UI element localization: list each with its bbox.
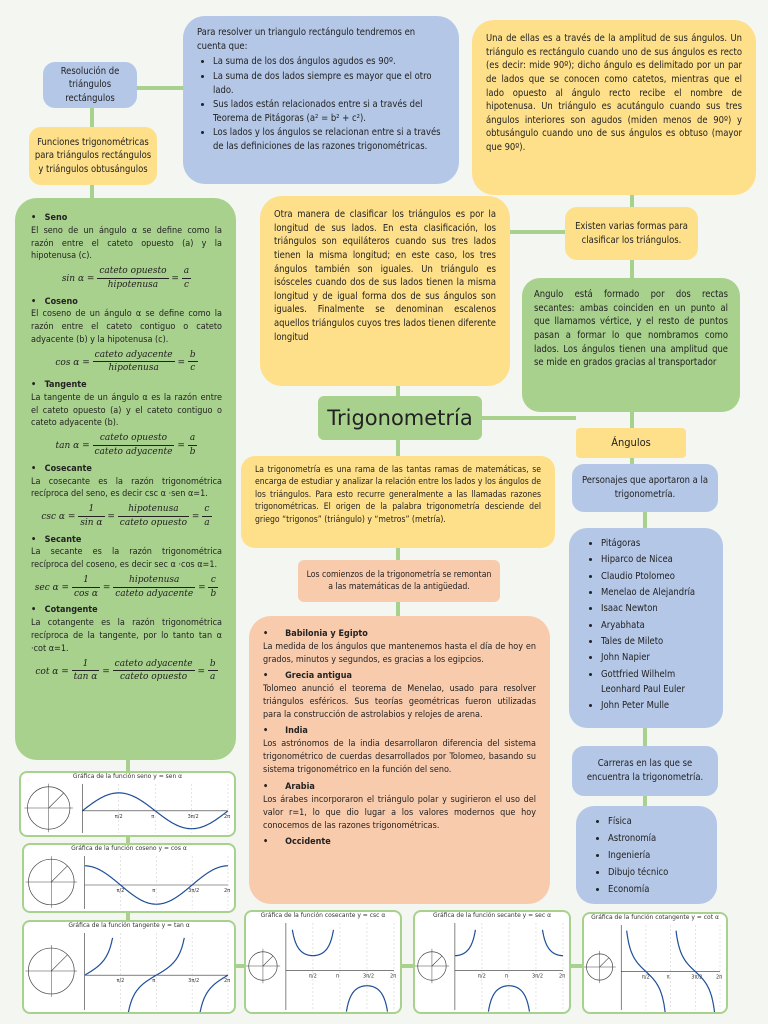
function-name: Cosecante bbox=[44, 463, 92, 474]
connector bbox=[643, 796, 647, 806]
function-heading: • Seno bbox=[31, 213, 68, 223]
connector bbox=[482, 416, 576, 420]
list-item: • Pitágoras bbox=[601, 536, 713, 551]
funciones-label: Funciones trigonométricas para triángulos rectángulos y triángulos obtusángulos bbox=[29, 127, 157, 185]
personajes-box bbox=[569, 528, 723, 728]
function-heading: • Cotangente bbox=[31, 605, 98, 616]
numerator: b bbox=[188, 349, 198, 363]
cot-curve-svg bbox=[584, 921, 726, 1013]
connector bbox=[400, 964, 414, 968]
fraction bbox=[97, 265, 168, 292]
tick-label: 2π bbox=[390, 973, 397, 980]
numerator: hipotenusa bbox=[113, 574, 195, 588]
intro-box: La trigonometría es una rama de las tantas ramas de matemáticas, se encarga de estudiar y analizar la relación entre los lados y los ángulos de los triángulos. Para esto recurre generalmente a las llamadas razones trigonométricas. El origen de la palabra trigonometría desciende del griego “trigonos” (triángulo) y “metros” (metría). bbox=[241, 456, 555, 548]
tick-label: 3π/2 bbox=[531, 973, 544, 980]
denominator: b bbox=[189, 447, 196, 458]
connector bbox=[90, 184, 94, 198]
connector bbox=[396, 440, 400, 456]
tick-label: 3π/2 bbox=[691, 974, 703, 981]
numerator: cateto opuesto bbox=[93, 432, 175, 446]
fraction bbox=[78, 503, 104, 530]
fraction bbox=[113, 574, 195, 601]
list-item: • Claudio Ptolomeo bbox=[601, 569, 713, 584]
function-formula: csc α = $\frac{1}{\text{sin α}}$ = $\frac{\text{hipotenusa}}{\text{cateto opuesto}}$ = $\frac{c}{a}$ bbox=[41, 504, 210, 528]
function-heading: • Cosecante bbox=[31, 463, 92, 474]
numerator: a bbox=[182, 265, 191, 279]
tick-label: 2π bbox=[224, 978, 231, 985]
tick-label: 3π/2 bbox=[188, 978, 200, 985]
historia-list bbox=[263, 628, 536, 849]
numerator: 1 bbox=[72, 574, 100, 588]
fraction bbox=[93, 349, 175, 376]
list-item: • Sus lados están relacionados entre si a través del Teorema de Pitágoras (a² = b² + c²). bbox=[213, 98, 445, 125]
list-item: • Astronomía bbox=[608, 831, 707, 847]
numerator: hipotenusa bbox=[118, 503, 189, 517]
carreras-box bbox=[576, 806, 717, 904]
formas-box: Existen varias formas para clasificar los triángulos. bbox=[565, 207, 698, 260]
denominator: cateto opuesto bbox=[119, 517, 187, 528]
function-heading: • Tangente bbox=[31, 380, 87, 391]
tick-label: 3π/2 bbox=[188, 888, 200, 894]
connector bbox=[126, 758, 130, 772]
list-item: • John Napier bbox=[601, 650, 713, 665]
list-item: • Aryabhata bbox=[601, 618, 713, 633]
function-description: La secante es la razón trigonométrica recíproca del coseno, es decir sec α ·cos α=1. bbox=[31, 547, 222, 571]
region-text: La medida de los ángulos que mantenemos hasta el día de hoy en grados, minutos y segundos, es gracias a los egipcios. bbox=[263, 642, 536, 666]
graph-sec: Gráfica de la función secante y = sec α π/2 π 3π/2 2π bbox=[413, 910, 571, 1014]
funciones-box bbox=[15, 198, 236, 760]
tick-label: π/2 bbox=[114, 813, 123, 820]
list-item bbox=[263, 670, 536, 722]
numerator: 1 bbox=[72, 658, 100, 672]
personajes-label: Personajes que aportaron a la trigonometría. bbox=[572, 464, 718, 512]
list-item bbox=[263, 836, 536, 849]
fraction bbox=[118, 503, 189, 530]
tick-label: 2π bbox=[716, 974, 723, 981]
angulo-definicion-box: Angulo está formado por dos rectas secantes: ambas coinciden en un punto al que llamamos vértice, y el resto de puntos pasan a formar lo que nombramos como lados. Los ángulos tienen una amplitud que se mide en grados gracias al transportador bbox=[522, 278, 740, 412]
connector bbox=[90, 108, 94, 128]
formula-lhs: csc α = bbox=[41, 511, 76, 522]
csc-curve-svg bbox=[246, 919, 400, 1013]
cos-curve-svg bbox=[24, 852, 234, 912]
denominator: hipotenusa bbox=[108, 363, 159, 374]
tick-label: 2π bbox=[559, 973, 566, 980]
tan-curve-svg bbox=[24, 929, 234, 1013]
formula-lhs: cot α = bbox=[35, 666, 69, 677]
denominator: a bbox=[204, 517, 210, 528]
connector bbox=[396, 602, 400, 616]
formula-lhs: cos α = bbox=[55, 357, 90, 368]
region-text: Los astrónomos de la india desarrollaron diferencia del sistema trigonométrico de cuerdas desarrollados por Tolomeo, basando su sistema trigonométrico en la función del seno. bbox=[263, 739, 536, 776]
region-text: Tolomeo anunció el teorema de Menelao, usado para resolver triángulos esféricos. Sus teorías geométricas fueron utilizadas para la construcción de astrolabios y relojes de arena. bbox=[263, 684, 536, 721]
list-item bbox=[263, 725, 536, 777]
graph-tan: Gráfica de la función tangente y = tan α π/2 π 3π/2 2π bbox=[22, 920, 236, 1014]
numerator: cateto opuesto bbox=[97, 265, 168, 279]
numerator: 1 bbox=[78, 503, 104, 517]
numerator: cateto adyacente bbox=[93, 349, 175, 363]
function-name: Seno bbox=[44, 213, 68, 223]
list-item: • Ingeniería bbox=[608, 848, 707, 864]
formula-lhs: tan α = bbox=[55, 441, 90, 452]
fraction bbox=[182, 265, 191, 292]
denominator: tan α bbox=[73, 672, 98, 683]
tick-label: π bbox=[504, 973, 508, 980]
list-item: • Isaac Newton bbox=[601, 601, 713, 616]
list-item: • Física bbox=[608, 814, 707, 830]
sin-curve-svg bbox=[21, 780, 234, 836]
region-name: Occidente bbox=[285, 836, 331, 847]
connector bbox=[630, 260, 634, 278]
list-item: • Los lados y los ángulos se relacionan entre si a través de las definiciones de las razones trigonométricas. bbox=[213, 126, 445, 153]
function-heading: • Coseno bbox=[31, 296, 78, 307]
resolucion-label: Resolución de triángulos rectángulos bbox=[43, 62, 137, 108]
fraction bbox=[93, 432, 175, 459]
connector bbox=[396, 548, 400, 560]
denominator: cos α bbox=[73, 588, 98, 599]
region-heading: • Grecia antigua bbox=[263, 671, 352, 682]
region-heading: • Babilonia y Egipto bbox=[263, 629, 368, 639]
resolucion-intro: Para resolver un triangulo rectángulo tendremos en cuenta que: bbox=[197, 27, 416, 52]
function-heading: • Secante bbox=[31, 534, 82, 545]
list-item bbox=[263, 781, 536, 833]
graph-sin: Gráfica de la función seno y = sen α π/2 π 3π/2 2π bbox=[19, 771, 236, 837]
function-name: Cotangente bbox=[44, 605, 98, 616]
region-name: Grecia antigua bbox=[285, 671, 352, 682]
tick-label: π/2 bbox=[116, 978, 125, 985]
list-item: • Menelao de Alejandría bbox=[601, 585, 713, 600]
numerator: c bbox=[202, 503, 211, 517]
denominator: a bbox=[210, 672, 216, 683]
tick-label: π bbox=[666, 974, 670, 981]
function-description: La cotangente es la razón trigonométrica recíproca de la tangente, por lo tanto tan α ·cot α=1. bbox=[31, 618, 222, 654]
tick-label: 2π bbox=[224, 888, 231, 894]
numerator: cateto adyacente bbox=[113, 658, 195, 672]
list-item: • Gottfried Wilhelm Leonhard Paul Euler bbox=[601, 667, 713, 698]
list-item: • La suma de dos lados siempre es mayor que el otro lado. bbox=[213, 70, 445, 97]
list-item: • Dibujo técnico bbox=[608, 865, 707, 881]
denominator: c bbox=[190, 363, 196, 374]
numerator: c bbox=[208, 574, 218, 588]
denominator: b bbox=[210, 588, 217, 599]
page-title: Trigonometría bbox=[318, 396, 482, 440]
function-name: Secante bbox=[44, 534, 82, 545]
denominator: hipotenusa bbox=[107, 279, 159, 290]
comienzos-box: Los comienzos de la trigonometría se remontan a las matemáticas de la antigüedad. bbox=[298, 560, 500, 602]
graph-cot: Gráfica de la función cotangente y = cot α π/2 π 3π/2 2π bbox=[582, 912, 728, 1014]
fraction bbox=[208, 658, 218, 685]
fraction bbox=[208, 574, 218, 601]
function-formula: cot α = $\frac{1}{\text{tan α}}$ = $\frac{\text{cateto adyacente}}{\text{cateto opuesto}}$ = $\frac{b}{a}$ bbox=[35, 658, 216, 683]
tick-label: 3π/2 bbox=[362, 973, 375, 980]
fraction bbox=[72, 574, 100, 601]
fraction bbox=[113, 658, 195, 685]
fraction bbox=[72, 658, 100, 685]
numerator: a bbox=[188, 432, 198, 446]
denominator: cateto adyacente bbox=[94, 447, 173, 458]
historia-box bbox=[249, 616, 550, 904]
region-heading: • Arabia bbox=[263, 781, 315, 792]
denominator: sin α bbox=[80, 517, 103, 528]
clasificacion-lados-box: Otra manera de clasificar los triángulos es por la longitud de sus lados. En esta clasificación, los triángulos son equiláteros cuando sus tres lados tienen la misma longitud; en este caso, los tres ángulos también son iguales. Un triángulo es isósceles cuando dos de sus lados tienen la misma longitud y de igual forma dos de sus ángulos son iguales. Finalmente se denominan escalenos aquellos triángulos cuyos tres lados tienen diferente longitud bbox=[260, 196, 510, 386]
list-item: • Tales de Mileto bbox=[601, 634, 713, 649]
sec-curve-svg bbox=[415, 919, 569, 1013]
list-item: • La suma de los dos ángulos agudos es 90º. bbox=[213, 55, 445, 69]
tick-label: π bbox=[152, 888, 156, 894]
list-item bbox=[263, 628, 536, 667]
connector bbox=[236, 964, 244, 968]
denominator: c bbox=[183, 279, 189, 290]
tick-label: 3π/2 bbox=[187, 813, 199, 820]
function-formula: cos α = $\frac{\text{cateto adyacente}}{\text{hipotenusa}}$ = $\frac{b}{c}$ bbox=[55, 349, 196, 374]
connector bbox=[630, 412, 634, 428]
numerator: b bbox=[208, 658, 218, 672]
function-formula: tan α = $\frac{\text{cateto opuesto}}{\text{cateto adyacente}}$ = $\frac{a}{b}$ bbox=[55, 433, 196, 458]
tick-label: π/2 bbox=[116, 888, 125, 894]
region-text: Los árabes incorporaron el triángulo polar y sugirieron el uso del valor r=1, lo que dio lugar a los valores modernos que hoy conocemos de las razones trigonométricas. bbox=[263, 794, 536, 831]
region-name: India bbox=[285, 726, 308, 737]
formula-lhs: sin α = bbox=[61, 273, 95, 284]
tick-label: π/2 bbox=[308, 973, 317, 980]
function-name: Coseno bbox=[44, 296, 78, 307]
denominator: cateto adyacente bbox=[115, 588, 194, 599]
carreras-label: Carreras en las que se encuentra la trigonometría. bbox=[572, 746, 718, 796]
list-item: • John Peter Mulle bbox=[601, 698, 713, 713]
formula-lhs: sec α = bbox=[34, 582, 70, 593]
list-item: • Economía bbox=[608, 882, 707, 898]
function-formula: sin α = $\frac{\text{cateto opuesto}}{\text{hipotenusa}}$ = $\frac{a}{c}$ bbox=[61, 266, 190, 290]
clasificacion-angulos-box: Una de ellas es a través de la amplitud de sus ángulos. Un triángulo es rectángulo cuando uno de sus ángulos es recto (es decir: mide 90º); dicho ángulo es delimitado por un par de lados que se conocen como catetos, mientras que el lado opuesto al ángulo recto recibe el nombre de hipotenusa. Un triángulo es acutángulo cuando sus tres ángulos interiores son agudos (miden menos de 90º) y obtusángulo cuando uno de sus ángulos es obtuso (mayor que 90º). bbox=[472, 20, 756, 195]
function-description: El coseno de un ángulo α se define como la razón entre el cateto contiguo o cateto adyacente (b) y la hipotenusa (c). bbox=[31, 309, 222, 345]
connector bbox=[126, 912, 130, 920]
connector bbox=[643, 728, 647, 746]
region-name: Babilonia y Egipto bbox=[285, 629, 368, 639]
tick-label: π bbox=[152, 978, 156, 985]
tick-label: π/2 bbox=[641, 974, 650, 981]
tick-label: 2π bbox=[224, 813, 231, 820]
connector bbox=[630, 195, 634, 207]
function-formula: sec α = $\frac{1}{\text{cos α}}$ = $\frac{\text{hipotenusa}}{\text{cateto adyacente}}$ = $\frac{c}{b}$ bbox=[34, 574, 217, 599]
connector bbox=[135, 86, 185, 90]
function-description: La cosecante es la razón trigonométrica recíproca del seno, es decir csc α ·sen α=1. bbox=[31, 476, 222, 500]
list-item: • Hiparco de Nicea bbox=[601, 552, 713, 567]
denominator: cateto opuesto bbox=[120, 672, 188, 683]
fraction bbox=[188, 432, 198, 459]
graph-csc: Gráfica de la función cosecante y = csc α π/2 π 3π/2 2π bbox=[244, 910, 402, 1014]
region-name: Arabia bbox=[285, 781, 315, 792]
region-heading: • India bbox=[263, 726, 308, 737]
graph-cos: Gráfica de la función coseno y = cos α π/2 π 3π/2 2π bbox=[22, 843, 236, 913]
fraction bbox=[202, 503, 211, 530]
connector bbox=[570, 964, 582, 968]
connector bbox=[643, 512, 647, 528]
fraction bbox=[188, 349, 198, 376]
function-description: La tangente de un ángulo α es la razón entre el cateto opuesto (a) y el cateto contiguo o cateto adyacente (b). bbox=[31, 392, 222, 429]
function-name: Tangente bbox=[44, 380, 87, 391]
tick-label: π bbox=[151, 813, 155, 820]
tick-label: π bbox=[335, 973, 339, 980]
function-description: El seno de un ángulo α se define como la razón entre el cateto opuesto (a) y la hipotenusa (c). bbox=[31, 225, 222, 262]
resolucion-box bbox=[183, 16, 459, 184]
tick-label: π/2 bbox=[477, 973, 486, 980]
angulos-label: Ángulos bbox=[576, 428, 686, 458]
region-heading: • Occidente bbox=[263, 836, 331, 847]
resolucion-list bbox=[197, 55, 445, 153]
connector bbox=[510, 230, 566, 234]
